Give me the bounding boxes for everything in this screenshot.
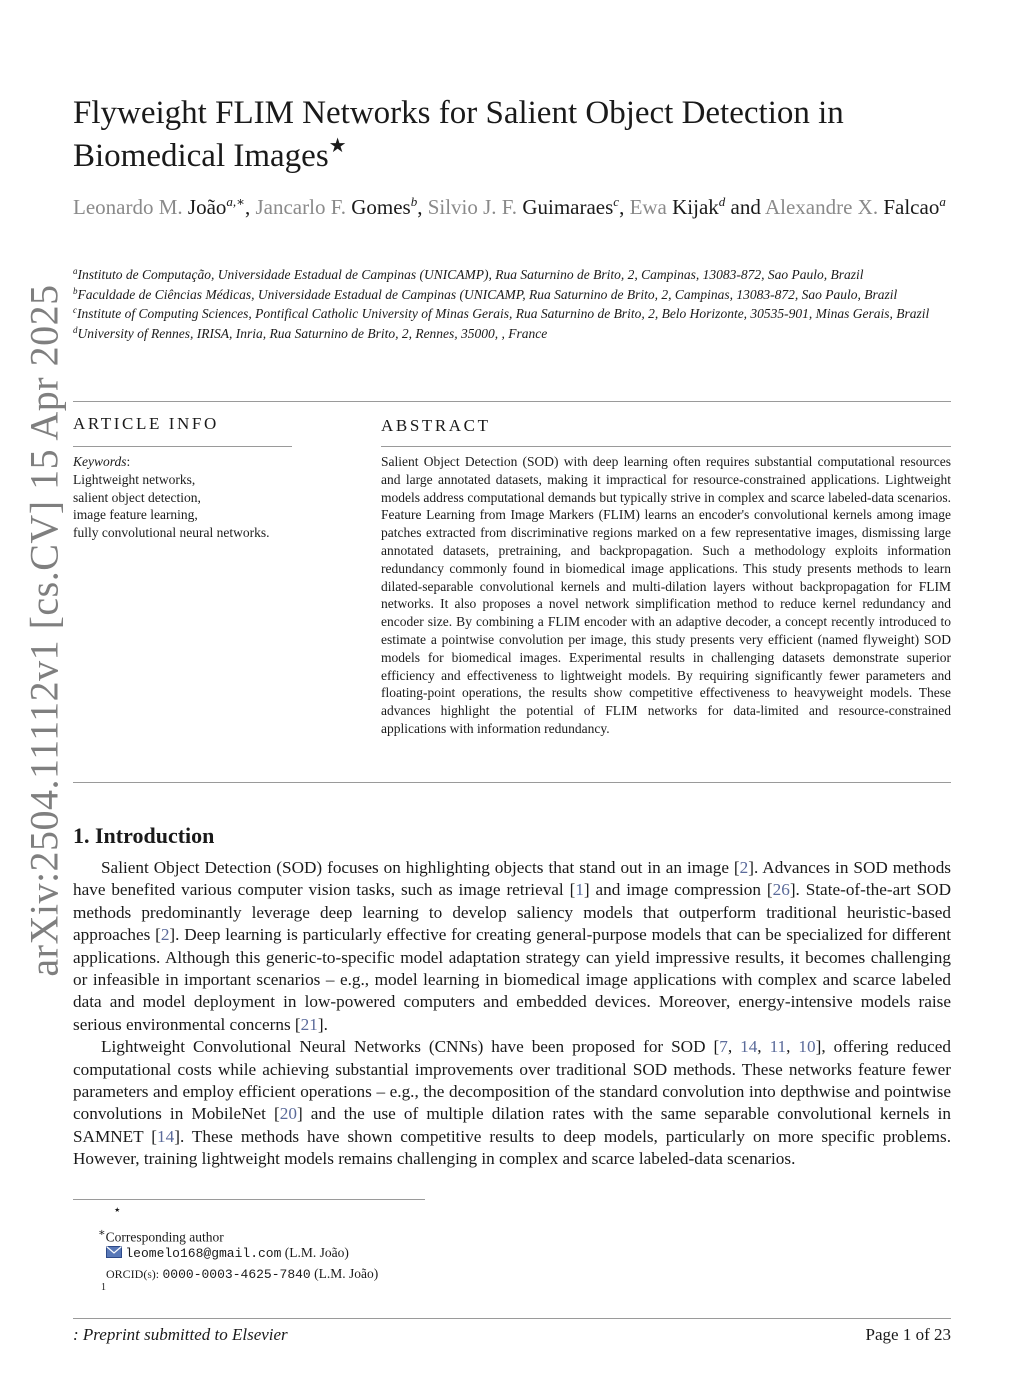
keywords-label: Keywords [73,454,127,469]
author-separator: , [417,195,428,219]
divider [73,401,951,402]
author-given-name: Silvio J. F. [427,195,518,219]
affiliation [73,325,953,343]
citation-link[interactable]: 26 [772,880,790,900]
paragraph-text: Salient Object Detection (SOD) focuses on highlighting objects that stand out in an image [ [101,858,740,877]
footnote-one: 1 [101,1282,106,1293]
keyword: image feature learning, [73,507,198,523]
author-given-name: Ewa [629,195,667,219]
affiliation [73,305,953,323]
paragraph-text: ]. Advances in SOD methods have benefited various computer vision tasks, such as image retrieval [ [73,858,951,900]
affiliation-mark: a [73,266,78,276]
title-line-2: Biomedical Images [73,138,329,174]
page-number: Page 1 of 23 [865,1325,951,1344]
citation-link[interactable]: 10 [798,1037,816,1057]
author-affiliation-mark: d [718,194,726,209]
affiliation-text: University of Rennes, IRISA, Inria, Rua Saturnino de Brito, 2, Rennes, 35000, , France [77,325,548,341]
paragraph-text: ]. Deep learning is particularly effective for creating general-purpose models that can be specialized for different applications. Although this generic-to-specific model adaptation strategy can yield impressive results, it becomes challenging or infeasible in important scenarios – e.g., model learning in biomedical image applications with complex and scarce labeled data and model deployment in low-powered computers and embedded devices. Moreover, energy-intensive models raise serious environmental concerns [ [73,925,951,1034]
paragraph-text: ], offering reduced computational costs while achieving substantial improvements over traditional SOD methods. These networks feature fewer parameters and employ efficient operations – e.g., the decomposition of the standard convolution into depthwise and pointwise convolutions in MobileNet [ [73,1037,952,1124]
citation-link[interactable]: 20 [279,1104,297,1124]
citation-link[interactable]: 2 [160,925,170,945]
keywords-label-wrap: Keywords: [73,454,131,469]
keywords-block [73,453,313,542]
affiliation-mark: b [73,285,78,296]
orcid-id[interactable]: 0000-0003-4625-7840 [162,1267,311,1282]
author-separator: and [725,195,765,219]
citation-link[interactable]: 21 [300,1014,318,1034]
intro-body [73,857,951,1171]
envelope-icon [106,1246,122,1258]
author-list [73,193,953,221]
affiliation-mark: c [73,305,77,315]
author-family-name: Kijak [672,195,719,219]
paragraph-text: ]. These methods have shown competitive results to deep models, particularly on more specific problems. However, training lightweight models remains challenging in complex and scarce labeled-data scenarios. [73,1126,952,1169]
paragraph-text: ] and image compression [ [583,880,773,900]
footer-preprint: : Preprint submitted to Elsevier [73,1325,288,1344]
email-link[interactable]: leomelo168@gmail.com [125,1246,282,1261]
author-separator: , [244,195,256,219]
orcid-owner: (L.M. João) [314,1266,379,1281]
author-family-name: Falcao [883,195,940,219]
author-affiliation-mark: a,∗ [226,194,245,209]
author-affiliation-mark: c [613,194,620,209]
paragraph-text: ]. [317,1014,328,1034]
orcid-label: ORCID(s): [106,1267,160,1281]
paragraph-text: ] and the use of multiple dilation rates with the same separable convolutional kernels in SAMNET [ [73,1104,951,1146]
author-family-name: Guimaraes [522,195,614,219]
abstract-body [381,453,951,738]
citation-link[interactable]: 1 [575,880,584,900]
citation-link[interactable]: 7 [719,1037,728,1057]
citation-link[interactable]: 11 [769,1037,787,1057]
keyword: fully convolutional neural networks. [73,525,270,541]
section-heading: 1. Introduction [73,823,215,848]
affiliation [73,286,953,304]
affiliation-mark: d [73,324,78,335]
article-info-heading: ARTICLE INFO [73,414,219,433]
abstract-heading: ABSTRACT [381,416,491,435]
citation-link[interactable]: 2 [739,858,749,877]
affiliation-list [73,266,953,344]
footer-rule [73,1318,951,1319]
citation-link[interactable]: 14 [157,1126,175,1146]
affiliation-text: Faculdade de Ciências Médicas, Universidade Estadual de Campinas (UNICAMP, Rua Saturnino de Brito, 2, Campinas, 13083-872, Sao Paulo, Brazil [77,286,898,302]
keyword: Lightweight networks, [73,471,196,487]
paragraph-text: , [786,1037,799,1057]
author-affiliation-mark: b [410,194,418,209]
article-info-rule [73,446,292,447]
arxiv-stamp: arXiv:2504.11112v1 [cs.CV] 15 Apr 2025 [21,283,67,977]
email-owner: (L.M. João) [284,1245,349,1260]
corr-text: Corresponding author [105,1229,224,1245]
author-family-name: João [187,195,227,219]
paper-title [73,92,953,178]
paragraph-text: Lightweight Convolutional Neural Networks (CNNs) have been proposed for SOD [ [101,1037,720,1057]
paragraph-text: , [727,1037,741,1057]
citation-link[interactable]: 14 [740,1037,758,1057]
author-given-name: Jancarlo F. [255,195,346,219]
author-affiliation-mark: a [939,194,946,209]
paragraph-text: , [757,1037,770,1057]
arxiv-stamp-container [8,283,80,977]
keywords-list [73,471,313,542]
footnote-rule [73,1199,425,1200]
author-given-name: Alexandre X. [764,195,879,219]
title-footnote-star: ⋆ [113,1202,122,1217]
divider [73,782,951,783]
orcid-line [106,1264,378,1285]
author-separator: , [619,195,630,219]
affiliation-text: Instituto de Computação, Universidade Estadual de Campinas (UNICAMP), Rua Saturnino de Brito, 2, Campinas, 13083-872, Sao Paulo, Brazil [77,267,864,282]
affiliation-text: Institute of Computing Sciences, Pontifical Catholic University of Minas Gerais, Rua Saturnino de Brito, 2, Belo Horizonte, 30535-901, Minas Gerais, Brazil [77,306,930,321]
intro-paragraph-1 [73,857,951,1036]
email-line [106,1243,349,1264]
paragraph-text: ]. State-of-the-art SOD methods predominantly leverage deep learning to develop saliency models that outperform traditional heuristic-based approaches [ [73,880,951,945]
keyword: salient object detection, [73,489,201,505]
abstract-text: Salient Object Detection (SOD) with deep learning often requires substantial computational resources and large annotated datasets, making it impractical for resource-constrained applications. Lightweight models address computational demands but typically strive in complex and scarce labeled-data scenarios. Feature Learning from Image Markers (FLIM) learns an encoder's convolutional kernels among image patches extracted from discriminative regions marked on a few representative images, dismissing large annotated datasets, pretraining, and backpropagation. Such a methodology exploits information redundancy commonly found in biomedical image applications. This study presents methods to learn dilated-separable convolutional kernels and multi-dilation layers without backpropagation for FLIM networks. It also proposes a novel network simplification method to reduce kernel redundancy and encoder size. By combining a FLIM encoder with an adaptive decoder, a concept recently introduced to estimate a pointwise convolution per image, this study presents very efficient (named flyweight) SOD models for biomedical images. Experimental results in challenging datasets demonstrate superior efficiency and effectiveness to lightweight models. By requiring significantly fewer parameters and floating-point operations, the results show competitive effectiveness to heavyweight models. These advances highlight the potential of FLIM networks for data-limited and resource-constrained applications with information redundancy. [381,454,951,736]
corr-mark: ∗ [98,1227,106,1239]
title-footnote-mark: ★ [328,135,347,157]
affiliation [73,266,953,284]
title-line-1: Flyweight FLIM Networks for Salient Object Detection in [73,95,844,131]
abstract-rule [381,446,951,447]
intro-paragraph-2 [73,1036,951,1170]
title-line-2-wrap [73,135,953,178]
author-family-name: Gomes [351,195,411,219]
author-given-name: Leonardo M. [73,195,183,219]
